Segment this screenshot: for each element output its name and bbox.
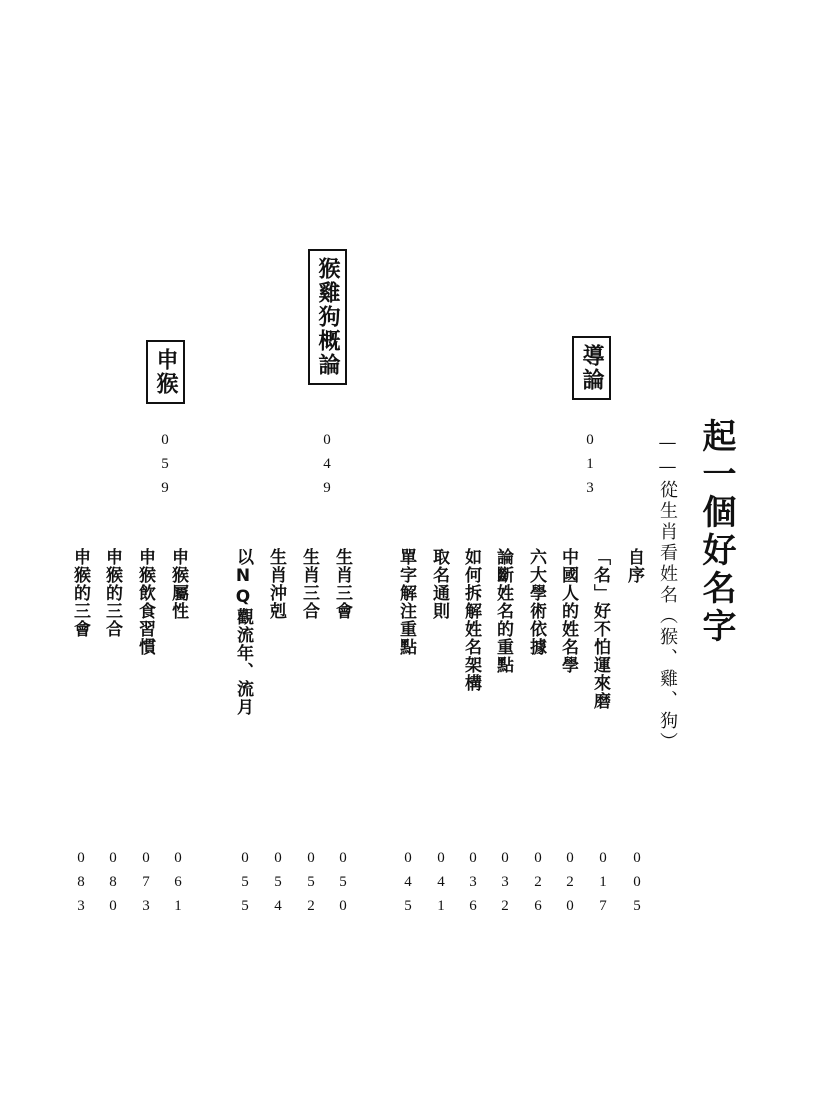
section-page-shen-monkey	[158, 428, 172, 500]
toc-entry-page	[106, 846, 120, 918]
section-label-intro: 導論	[572, 336, 611, 400]
page-digit: 0	[633, 850, 641, 866]
page-digit: 1	[174, 898, 182, 914]
page-digit: 1	[437, 898, 445, 914]
section-page-intro	[583, 428, 597, 500]
toc-entry-page	[171, 846, 185, 918]
toc-entry-page	[401, 846, 415, 918]
page-digit: 4	[404, 874, 412, 890]
page-digit: 0	[339, 898, 347, 914]
page-digit: 0	[586, 432, 594, 448]
toc-entry-page	[466, 846, 480, 918]
toc-entry: 生肖三合	[299, 548, 319, 620]
toc-entry: 中國人的姓名學	[558, 548, 578, 674]
page-digit: 4	[323, 456, 331, 472]
toc-entry: 自序	[624, 548, 644, 584]
page-digit: 5	[241, 898, 249, 914]
toc-entry-page	[139, 846, 153, 918]
page-digit: 0	[323, 432, 331, 448]
page-digit: 5	[274, 874, 282, 890]
toc-entry: 單字解注重點	[396, 548, 416, 656]
toc-entry-page	[498, 846, 512, 918]
toc-entry: 如何拆解姓名架構	[461, 548, 481, 692]
toc-entry: 以NQ觀流年、流月	[233, 548, 253, 716]
page-digit: 1	[586, 456, 594, 472]
page-digit: 3	[77, 898, 85, 914]
page-digit: 5	[339, 874, 347, 890]
toc-entry-page	[434, 846, 448, 918]
page-digit: 0	[469, 850, 477, 866]
page-digit: 3	[501, 874, 509, 890]
page-digit: 2	[566, 874, 574, 890]
section-page-monkey-rooster-dog	[320, 428, 334, 500]
page-digit: 0	[404, 850, 412, 866]
page-digit: 2	[534, 874, 542, 890]
section-label-shen-monkey: 申猴	[146, 340, 185, 404]
page-digit: 8	[109, 874, 117, 890]
section-label-monkey-rooster-dog: 猴雞狗概論	[308, 249, 347, 385]
page-digit: 0	[307, 850, 315, 866]
page-digit: 0	[599, 850, 607, 866]
page-digit: 4	[274, 898, 282, 914]
page-digit: 4	[437, 874, 445, 890]
page-digit: 0	[174, 850, 182, 866]
page-digit: 0	[633, 874, 641, 890]
page-digit: 5	[161, 456, 169, 472]
book-title: 起一個好名字	[696, 418, 736, 646]
toc-entry-page	[531, 846, 545, 918]
page-digit: 0	[339, 850, 347, 866]
page-digit: 7	[142, 874, 150, 890]
toc-entry-page	[563, 846, 577, 918]
toc-entry-page	[304, 846, 318, 918]
toc-entry: 申猴屬性	[168, 548, 188, 620]
toc-entry-page	[238, 846, 252, 918]
toc-entry: 申猴飲食習慣	[135, 548, 155, 656]
page-digit: 5	[241, 874, 249, 890]
page-digit: 7	[599, 898, 607, 914]
page-digit: 0	[161, 432, 169, 448]
toc-entry: 「名」好不怕運來磨	[590, 548, 610, 710]
page-digit: 0	[142, 850, 150, 866]
page-digit: 0	[109, 850, 117, 866]
page-digit: 5	[307, 874, 315, 890]
page-digit: 3	[142, 898, 150, 914]
toc-entry-page	[271, 846, 285, 918]
page-digit: 0	[566, 898, 574, 914]
page-digit: 0	[566, 850, 574, 866]
page-digit: 9	[323, 480, 331, 496]
page-digit: 0	[109, 898, 117, 914]
page-digit: 2	[501, 898, 509, 914]
page-digit: 1	[599, 874, 607, 890]
toc-entry: 申猴的三會	[70, 548, 90, 638]
toc-entry: 生肖三會	[332, 548, 352, 620]
toc-entry: 論斷姓名的重點	[493, 548, 513, 674]
page-digit: 3	[586, 480, 594, 496]
toc-entry-page	[74, 846, 88, 918]
book-subtitle: ——從生肖看姓名（猴、雞、狗）	[657, 432, 678, 753]
toc-entry: 申猴的三合	[102, 548, 122, 638]
page-digit: 3	[469, 874, 477, 890]
page-digit: 5	[633, 898, 641, 914]
page-digit: 0	[77, 850, 85, 866]
page-digit: 6	[469, 898, 477, 914]
toc-entry: 生肖沖剋	[266, 548, 286, 620]
page-digit: 9	[161, 480, 169, 496]
page-digit: 8	[77, 874, 85, 890]
page-digit: 0	[534, 850, 542, 866]
toc-entry-page	[336, 846, 350, 918]
toc-entry: 取名通則	[429, 548, 449, 620]
toc-entry-page	[630, 846, 644, 918]
page-digit: 2	[307, 898, 315, 914]
page-digit: 6	[534, 898, 542, 914]
page-digit: 0	[241, 850, 249, 866]
page-digit: 0	[274, 850, 282, 866]
toc-entry: 六大學術依據	[526, 548, 546, 656]
page-digit: 0	[501, 850, 509, 866]
page-digit: 0	[437, 850, 445, 866]
page-digit: 5	[404, 898, 412, 914]
toc-entry-page	[596, 846, 610, 918]
page-digit: 6	[174, 874, 182, 890]
